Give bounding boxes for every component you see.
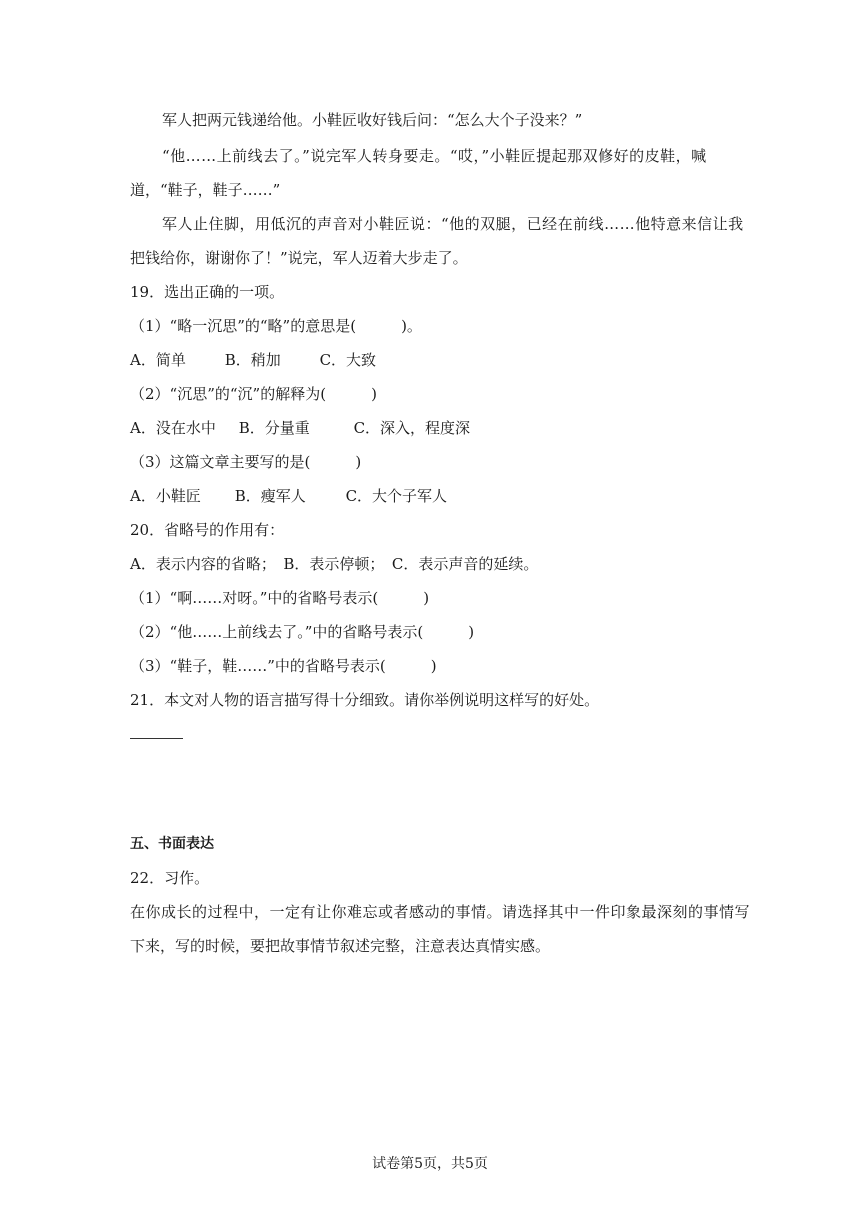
question-21-title: 21．本文对人物的语言描写得十分细致。请你举例说明这样写的好处。 [130,691,600,709]
question-19-sub-2-options [130,418,470,438]
page-number-footer: 试卷第5页，共5页 [372,1156,488,1172]
question-19-sub-2: （2）“沉思”的“沉”的解释为( ) [130,385,377,403]
question-19-sub-3: （3）这篇文章主要写的是( ) [130,453,362,471]
option-a: A．简单 [130,351,186,369]
passage-paragraph-3-line-1: 军人止住脚，用低沉的声音对小鞋匠说：“他的双腿，已经在前线……他特意来信让我 [162,215,744,233]
question-19-sub-1: （1）“略一沉思”的“略”的意思是( )。 [130,317,422,335]
question-19-sub-3-options [130,486,447,506]
question-19-title: 19．选出正确的一项。 [130,283,285,301]
option-a: A．小鞋匠 [130,487,201,505]
question-20-sub-2: （2）“他……上前线去了。”中的省略号表示( ) [130,623,475,641]
answer-blank-line [130,738,183,739]
question-22-title: 22．习作。 [130,869,210,887]
passage-paragraph-3-line-2: 把钱给你，谢谢你了！”说完，军人迈着大步走了。 [130,249,468,267]
option-c: C．深入，程度深 [353,419,471,437]
question-20-sub-1: （1）“啊……对呀。”中的省略号表示( ) [130,589,430,607]
passage-paragraph-1: 军人把两元钱递给他。小鞋匠收好钱后问：“怎么大个子没来？” [162,111,583,129]
question-20-sub-3: （3）“鞋子，鞋……”中的省略号表示( ) [130,657,437,675]
passage-paragraph-2-line-2: 道，“鞋子，鞋子……” [130,181,281,199]
option-b: B．分量重 [238,419,310,437]
option-a: A．没在水中 [130,419,216,437]
question-22-body-line-1: 在你成长的过程中，一定有让你难忘或者感动的事情。请选择其中一件印象最深刻的事情写 [130,903,751,921]
option-b: B．瘦军人 [234,487,306,505]
section-heading: 五、书面表达 [130,836,214,852]
option-c: C．大个子军人 [345,487,448,505]
question-22-body-line-2: 下来，写的时候，要把故事情节叙述完整，注意表达真情实感。 [130,937,551,955]
question-20-title: 20．省略号的作用有： [130,521,285,539]
option-c: C．大致 [319,351,377,369]
option-b: B．稍加 [224,351,281,369]
question-19-sub-1-options [130,350,376,370]
question-20-options: A．表示内容的省略； B．表示停顿； C．表示声音的延续。 [130,555,539,573]
passage-paragraph-2-line-1: “他……上前线去了。”说完军人转身要走。“哎，”小鞋匠提起那双修好的皮鞋，喊 [162,147,707,165]
